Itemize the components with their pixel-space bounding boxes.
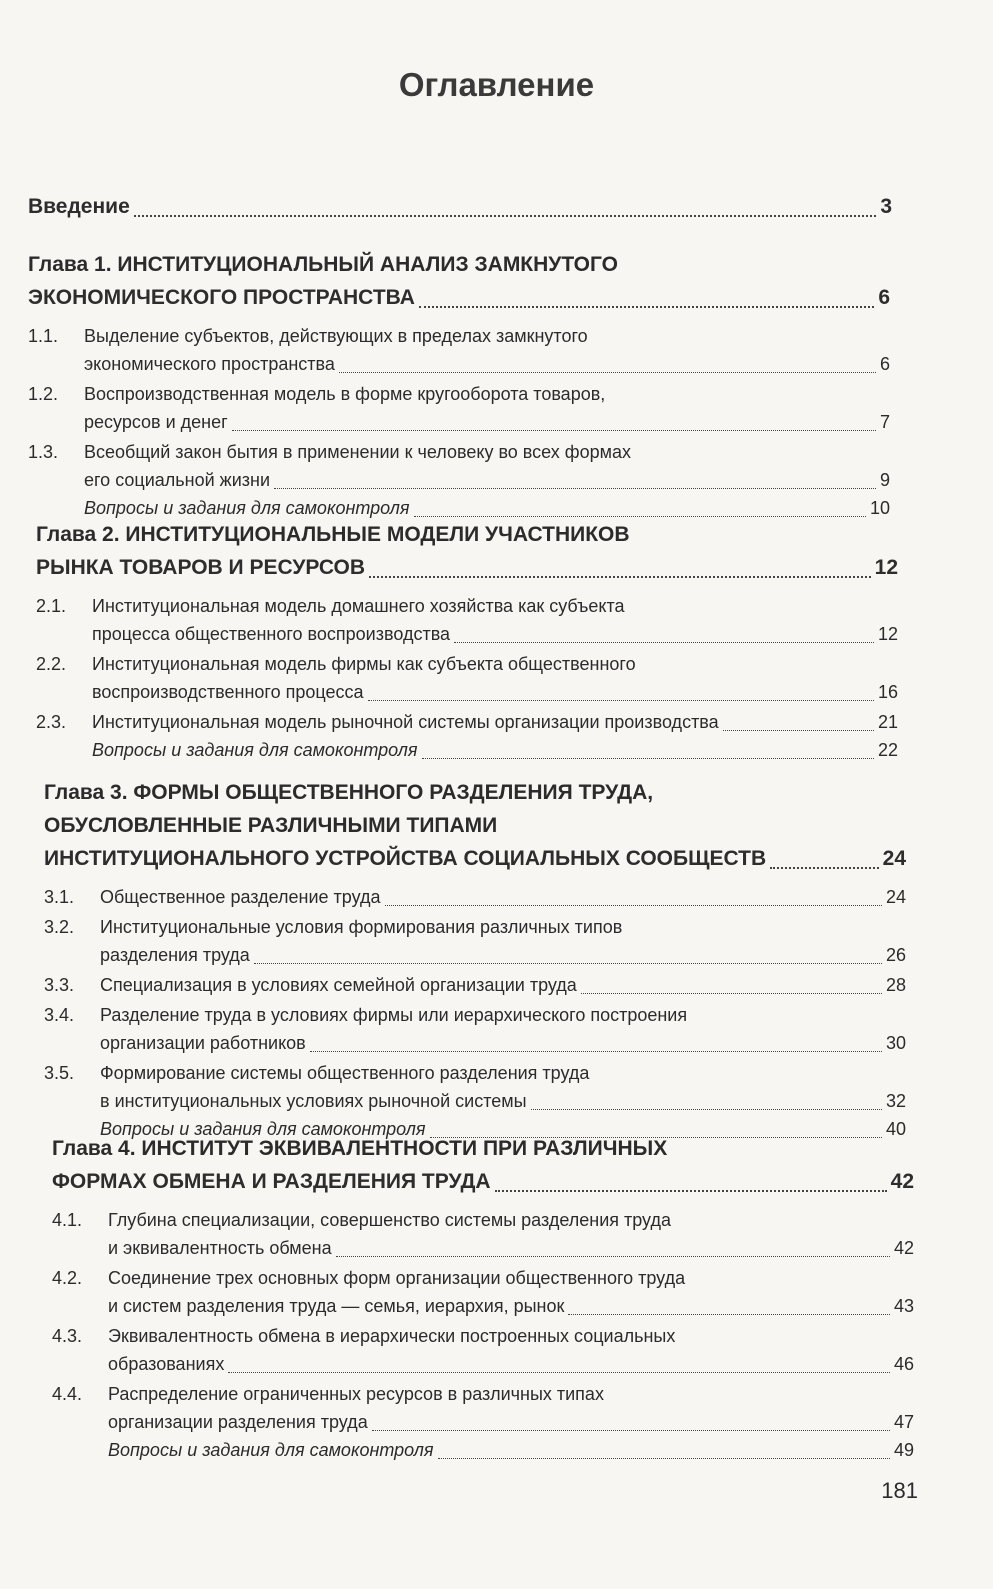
toc-section	[36, 592, 898, 648]
section-title-line: Формирование системы общественного разделения труда	[100, 1063, 590, 1083]
toc-section	[44, 1059, 906, 1115]
toc-section	[36, 708, 898, 736]
section-title	[108, 1264, 914, 1320]
section-title-line: Разделение труда в условиях фирмы или иерархического построения	[100, 1005, 688, 1025]
toc-section	[28, 322, 890, 378]
dot-leader	[438, 1458, 890, 1459]
dot-leader	[581, 993, 882, 994]
section-title-line: Институциональная модель домашнего хозяйства как субъекта	[92, 596, 625, 616]
chapter-title-line: ОБУСЛОВЛЕННЫЕ РАЗЛИЧНЫМИ ТИПАМИ	[44, 814, 498, 837]
questions-page: 22	[877, 740, 898, 760]
chapter-title-last-line	[36, 551, 898, 584]
section-page: 30	[885, 1033, 906, 1053]
toc-section	[28, 380, 890, 436]
section-page: 9	[879, 470, 890, 490]
section-title-line: его социальной жизни	[84, 470, 271, 490]
section-title-line: процесса общественного воспроизводства	[92, 624, 451, 644]
dot-leader	[310, 1051, 882, 1052]
page-title: Оглавление	[398, 66, 595, 103]
section-title	[92, 592, 898, 648]
toc-section	[52, 1380, 914, 1436]
questions-page: 40	[885, 1119, 906, 1139]
section-title-line: Выделение субъектов, действующих в пределах замкнутого	[84, 326, 588, 346]
chapter-title-line: ФОРМАХ ОБМЕНА И РАЗДЕЛЕНИЯ ТРУДА	[52, 1170, 491, 1193]
section-page: 47	[893, 1412, 914, 1432]
section-title-last-line	[84, 408, 890, 436]
section-number: 2.2.	[36, 654, 67, 674]
section-title	[84, 380, 890, 436]
section-number: 4.2.	[52, 1268, 83, 1288]
section-title-line: и систем разделения труда — семья, иерархия, рынок	[108, 1296, 565, 1316]
section-title-line: Специализация в условиях семейной организации труда	[100, 975, 577, 995]
section-number: 3.5.	[44, 1063, 75, 1083]
dot-leader	[232, 430, 876, 431]
section-number: 3.4.	[44, 1005, 75, 1025]
section-page: 43	[893, 1296, 914, 1316]
section-title-line: Институциональные условия формирования различных типов	[100, 917, 623, 937]
section-title-line: Соединение трех основных форм организации общественного труда	[108, 1268, 686, 1288]
section-number: 4.4.	[52, 1384, 83, 1404]
section-title-line: Институциональная модель фирмы как субъекта общественного	[92, 654, 636, 674]
dot-leader	[274, 488, 876, 489]
section-number: 2.1.	[36, 596, 67, 616]
section-title-line: образованиях	[108, 1354, 225, 1374]
questions-label: Вопросы и задания для самоконтроля	[100, 1119, 426, 1139]
section-page: 28	[885, 975, 906, 995]
questions-page: 49	[893, 1440, 914, 1460]
section-number: 4.3.	[52, 1326, 83, 1346]
section-title-last-line	[92, 678, 898, 706]
dot-leader	[770, 867, 878, 869]
section-title-last-line	[108, 1350, 914, 1378]
section-title	[84, 322, 890, 378]
dot-leader	[419, 306, 874, 308]
dot-leader	[339, 372, 876, 373]
toc-chapter	[52, 1132, 914, 1464]
dot-leader	[422, 758, 874, 759]
section-title-last-line	[100, 883, 906, 911]
section-title-last-line	[84, 466, 890, 494]
section-title-line: организации разделения труда	[108, 1412, 368, 1432]
dot-leader	[369, 576, 871, 578]
section-title-line: ресурсов и денег	[84, 412, 228, 432]
section-title-line: организации работников	[100, 1033, 306, 1053]
questions-label: Вопросы и задания для самоконтроля	[84, 498, 410, 518]
toc-chapter	[28, 248, 890, 522]
chapter-title-line: ИНСТИТУЦИОНАЛЬНОГО УСТРОЙСТВА СОЦИАЛЬНЫХ СООБЩЕСТВ	[44, 847, 767, 870]
toc-chapter	[44, 776, 906, 1143]
toc-chapter	[36, 518, 898, 764]
section-title	[108, 1322, 914, 1378]
toc-intro-page: 3	[880, 195, 892, 218]
toc-section	[52, 1206, 914, 1262]
page-number: 181	[881, 1478, 918, 1503]
section-title-last-line	[100, 941, 906, 969]
section-title-last-line	[108, 1234, 914, 1262]
toc-section	[44, 1001, 906, 1057]
dot-leader	[368, 700, 874, 701]
section-title	[100, 913, 906, 969]
dot-leader	[568, 1314, 890, 1315]
section-page: 32	[885, 1091, 906, 1111]
chapter-page: 24	[882, 847, 906, 870]
chapter-title-line: ЭКОНОМИЧЕСКОГО ПРОСТРАНСТВА	[28, 286, 415, 309]
section-title-last-line	[108, 1408, 914, 1436]
chapter-title-last-line	[28, 281, 890, 314]
section-page: 21	[877, 712, 898, 732]
dot-leader	[385, 905, 882, 906]
dot-leader	[723, 730, 874, 731]
section-page: 42	[893, 1238, 914, 1258]
toc-section	[28, 438, 890, 494]
chapter-title-line: Глава 2. ИНСТИТУЦИОНАЛЬНЫЕ МОДЕЛИ УЧАСТНИКОВ	[36, 523, 630, 546]
toc-section	[44, 913, 906, 969]
section-page: 7	[879, 412, 890, 432]
section-page: 16	[877, 682, 898, 702]
section-title-line: в институциональных условиях рыночной системы	[100, 1091, 527, 1111]
section-page: 24	[885, 887, 906, 907]
dot-leader	[454, 642, 874, 643]
section-title-line: воспроизводственного процесса	[92, 682, 364, 702]
section-title-last-line	[100, 1087, 906, 1115]
dot-leader	[228, 1372, 890, 1373]
dot-leader	[495, 1190, 887, 1192]
toc-section	[52, 1264, 914, 1320]
section-list	[28, 322, 890, 494]
dot-leader	[531, 1109, 882, 1110]
section-title-line: экономического пространства	[84, 354, 335, 374]
section-page: 46	[893, 1354, 914, 1374]
section-title	[92, 708, 898, 736]
section-number: 1.2.	[28, 384, 59, 404]
section-title-line: Распределение ограниченных ресурсов в различных типах	[108, 1384, 604, 1404]
chapter-title-line: РЫНКА ТОВАРОВ И РЕСУРСОВ	[36, 556, 366, 579]
section-title-line: Глубина специализации, совершенство системы разделения труда	[108, 1210, 671, 1230]
section-title	[100, 971, 906, 999]
questions-label: Вопросы и задания для самоконтроля	[108, 1440, 434, 1460]
section-title-line: Всеобщий закон бытия в применении к человеку во всех формах	[84, 442, 632, 462]
section-page: 12	[877, 624, 898, 644]
section-title	[84, 438, 890, 494]
section-title-line: Общественное разделение труда	[100, 887, 381, 907]
questions-label: Вопросы и задания для самоконтроля	[92, 740, 418, 760]
section-page: 6	[879, 354, 890, 374]
section-title	[108, 1206, 914, 1262]
section-title	[92, 650, 898, 706]
section-title-last-line	[92, 708, 898, 736]
chapter-page: 42	[890, 1170, 914, 1193]
section-page: 26	[885, 945, 906, 965]
chapter-title-line: Глава 1. ИНСТИТУЦИОНАЛЬНЫЙ АНАЛИЗ ЗАМКНУТОГО	[28, 253, 618, 276]
section-title	[100, 1001, 906, 1057]
section-title-last-line	[92, 620, 898, 648]
section-title-last-line	[108, 1292, 914, 1320]
section-list	[44, 883, 906, 1115]
section-number: 2.3.	[36, 712, 67, 732]
section-title-line: Воспроизводственная модель в форме кругооборота товаров,	[84, 384, 606, 404]
section-number: 3.1.	[44, 887, 75, 907]
section-title	[100, 1059, 906, 1115]
section-title	[100, 883, 906, 911]
questions-entry	[52, 1436, 914, 1464]
dot-leader	[134, 215, 877, 217]
section-number: 3.2.	[44, 917, 75, 937]
section-title-last-line	[100, 1029, 906, 1057]
chapter-page: 6	[878, 286, 890, 309]
dot-leader	[254, 963, 882, 964]
section-number: 1.1.	[28, 326, 59, 346]
section-title	[108, 1380, 914, 1436]
chapter-title-last-line	[52, 1165, 914, 1198]
dot-leader	[336, 1256, 890, 1257]
section-title-last-line	[100, 971, 906, 999]
toc-section	[44, 883, 906, 911]
section-title-line: разделения труда	[100, 945, 250, 965]
questions-entry	[36, 736, 898, 764]
dot-leader	[414, 516, 866, 517]
section-number: 3.3.	[44, 975, 75, 995]
section-title-line: Эквивалентность обмена в иерархически построенных социальных	[108, 1326, 676, 1346]
section-list	[52, 1206, 914, 1436]
section-number: 4.1.	[52, 1210, 83, 1230]
chapter-title-last-line	[44, 842, 906, 875]
section-list	[36, 592, 898, 736]
questions-page: 10	[869, 498, 890, 518]
chapter-title-line: Глава 3. ФОРМЫ ОБЩЕСТВЕННОГО РАЗДЕЛЕНИЯ ТРУДА,	[44, 781, 654, 804]
toc-section	[36, 650, 898, 706]
section-title-line: Институциональная модель рыночной системы организации производства	[92, 712, 719, 732]
chapter-title-line: Глава 4. ИНСТИТУТ ЭКВИВАЛЕНТНОСТИ ПРИ РАЗЛИЧНЫХ	[52, 1137, 668, 1160]
toc-intro-label: Введение	[28, 195, 130, 218]
section-title-last-line	[84, 350, 890, 378]
toc-intro-entry	[28, 190, 892, 223]
toc-section	[44, 971, 906, 999]
dot-leader	[372, 1430, 890, 1431]
section-title-line: и эквивалентность обмена	[108, 1238, 332, 1258]
chapter-page: 12	[874, 556, 898, 579]
toc-section	[52, 1322, 914, 1378]
section-number: 1.3.	[28, 442, 59, 462]
